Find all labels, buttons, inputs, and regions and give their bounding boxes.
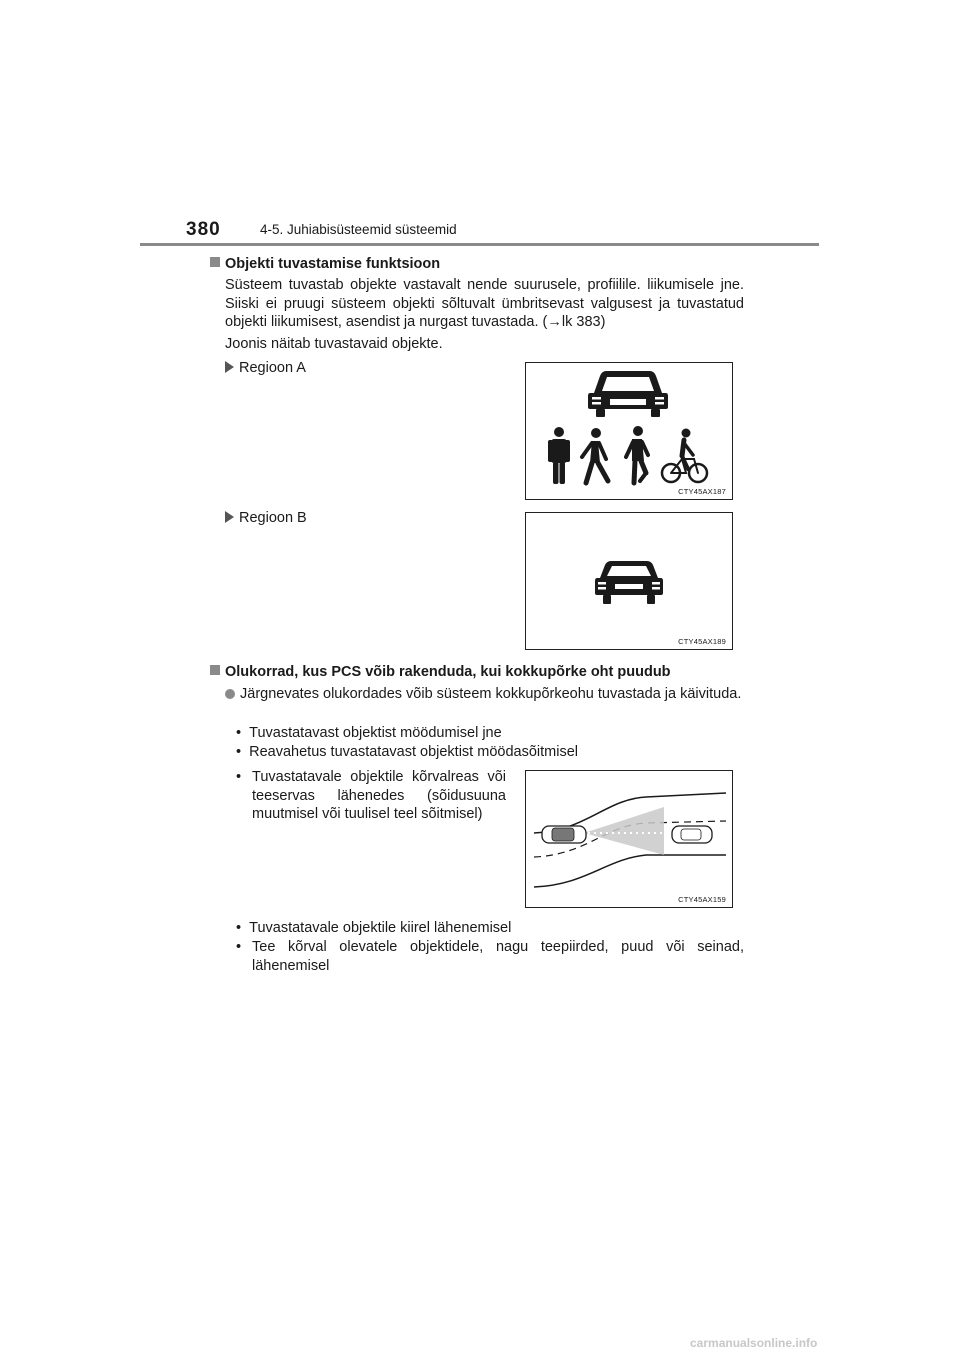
figure-region-b	[525, 512, 733, 650]
footer-watermark: carmanualsonline.info	[690, 1336, 818, 1350]
header-divider	[140, 243, 819, 246]
figure-lane-approach	[525, 770, 733, 908]
region-b-label	[225, 510, 307, 526]
triangle-bullet-icon	[225, 511, 234, 523]
section-heading-object-detection	[210, 256, 440, 272]
heading-text: Olukorrad, kus PCS võib rakenduda, kui kokkupõrke oht puudub	[225, 664, 671, 680]
square-bullet-icon	[210, 257, 220, 267]
own-car-icon	[542, 826, 586, 843]
round-bullet-icon	[225, 689, 235, 699]
car-front-icon	[595, 561, 663, 604]
square-bullet-icon	[210, 665, 220, 675]
bullet-text: Reavahetus tuvastatavast objektist möödasõitmisel	[249, 744, 578, 760]
walking-person-icon	[582, 428, 608, 483]
region-a-label	[225, 360, 306, 376]
point-item	[225, 685, 744, 704]
triangle-bullet-icon	[225, 361, 234, 373]
chapter-title: 4-5. Juhiabisüsteemid süsteemid	[260, 222, 457, 237]
bullet-item-3: • Tuvastatavale objektile kõrvalreas või teeservas lähenedes (sõidusuuna muutmisel või tuulisel teel sõitmisel)	[236, 769, 506, 822]
bullet-text: Tuvastatavale objektile kiirel lähenemisel	[249, 920, 512, 936]
bullet-item-2: • Reavahetus tuvastatavast objektist möödasõitmisel	[236, 744, 578, 760]
jogger-icon	[626, 426, 648, 483]
figure-code: CTY45AX159	[678, 895, 726, 904]
page-number: 380	[186, 219, 221, 240]
bullet-item-4: • Tuvastatavale objektile kiirel lähenemisel	[236, 920, 512, 936]
figure-code: CTY45AX189	[678, 637, 726, 646]
section-heading-pcs-situations	[210, 664, 671, 680]
bullet-text: Tuvastatavale objektile kõrvalreas või teeservas lähenedes (sõidusuuna muutmisel või tuulisel teel sõitmisel)	[252, 769, 506, 822]
target-car-icon	[672, 826, 712, 843]
car-front-icon	[588, 371, 668, 417]
figure-region-a	[525, 362, 733, 500]
figure-code: CTY45AX187	[678, 487, 726, 496]
bullet-item-1: • Tuvastatavast objektist möödumisel jne	[236, 725, 502, 741]
object-detection-paragraph: Süsteem tuvastab objekte vastavalt nende suurusele, profiilile. liikumisele jne. Siiski ei pruugi süsteem objekti sõltuvalt ümbritsevast valgusest ja tuvastatud objekti liikumisest, asendist ja nurgast tuvastada. (→lk 383)	[225, 277, 744, 330]
point-text: Järgnevates olukordades võib süsteem kokkupõrkeohu tuvastada ja käivituda.	[240, 686, 742, 702]
heading-text: Objekti tuvastamise funktsioon	[225, 256, 441, 272]
region-a-text: Regioon A	[239, 360, 306, 376]
figure-intro: Joonis näitab tuvastavaid objekte.	[225, 336, 443, 352]
bullet-item-5: • Tee kõrval olevatele objektidele, nagu teepiirded, puud või seinad, lähenemisel	[236, 939, 744, 974]
pedestrian-icon	[548, 427, 570, 484]
bullet-text: Tee kõrval olevatele objektidele, nagu teepiirded, puud või seinad, lähenemisel	[252, 939, 744, 974]
region-b-text: Regioon B	[239, 510, 307, 526]
cyclist-icon	[662, 429, 707, 483]
bullet-text: Tuvastatavast objektist möödumisel jne	[249, 725, 502, 741]
